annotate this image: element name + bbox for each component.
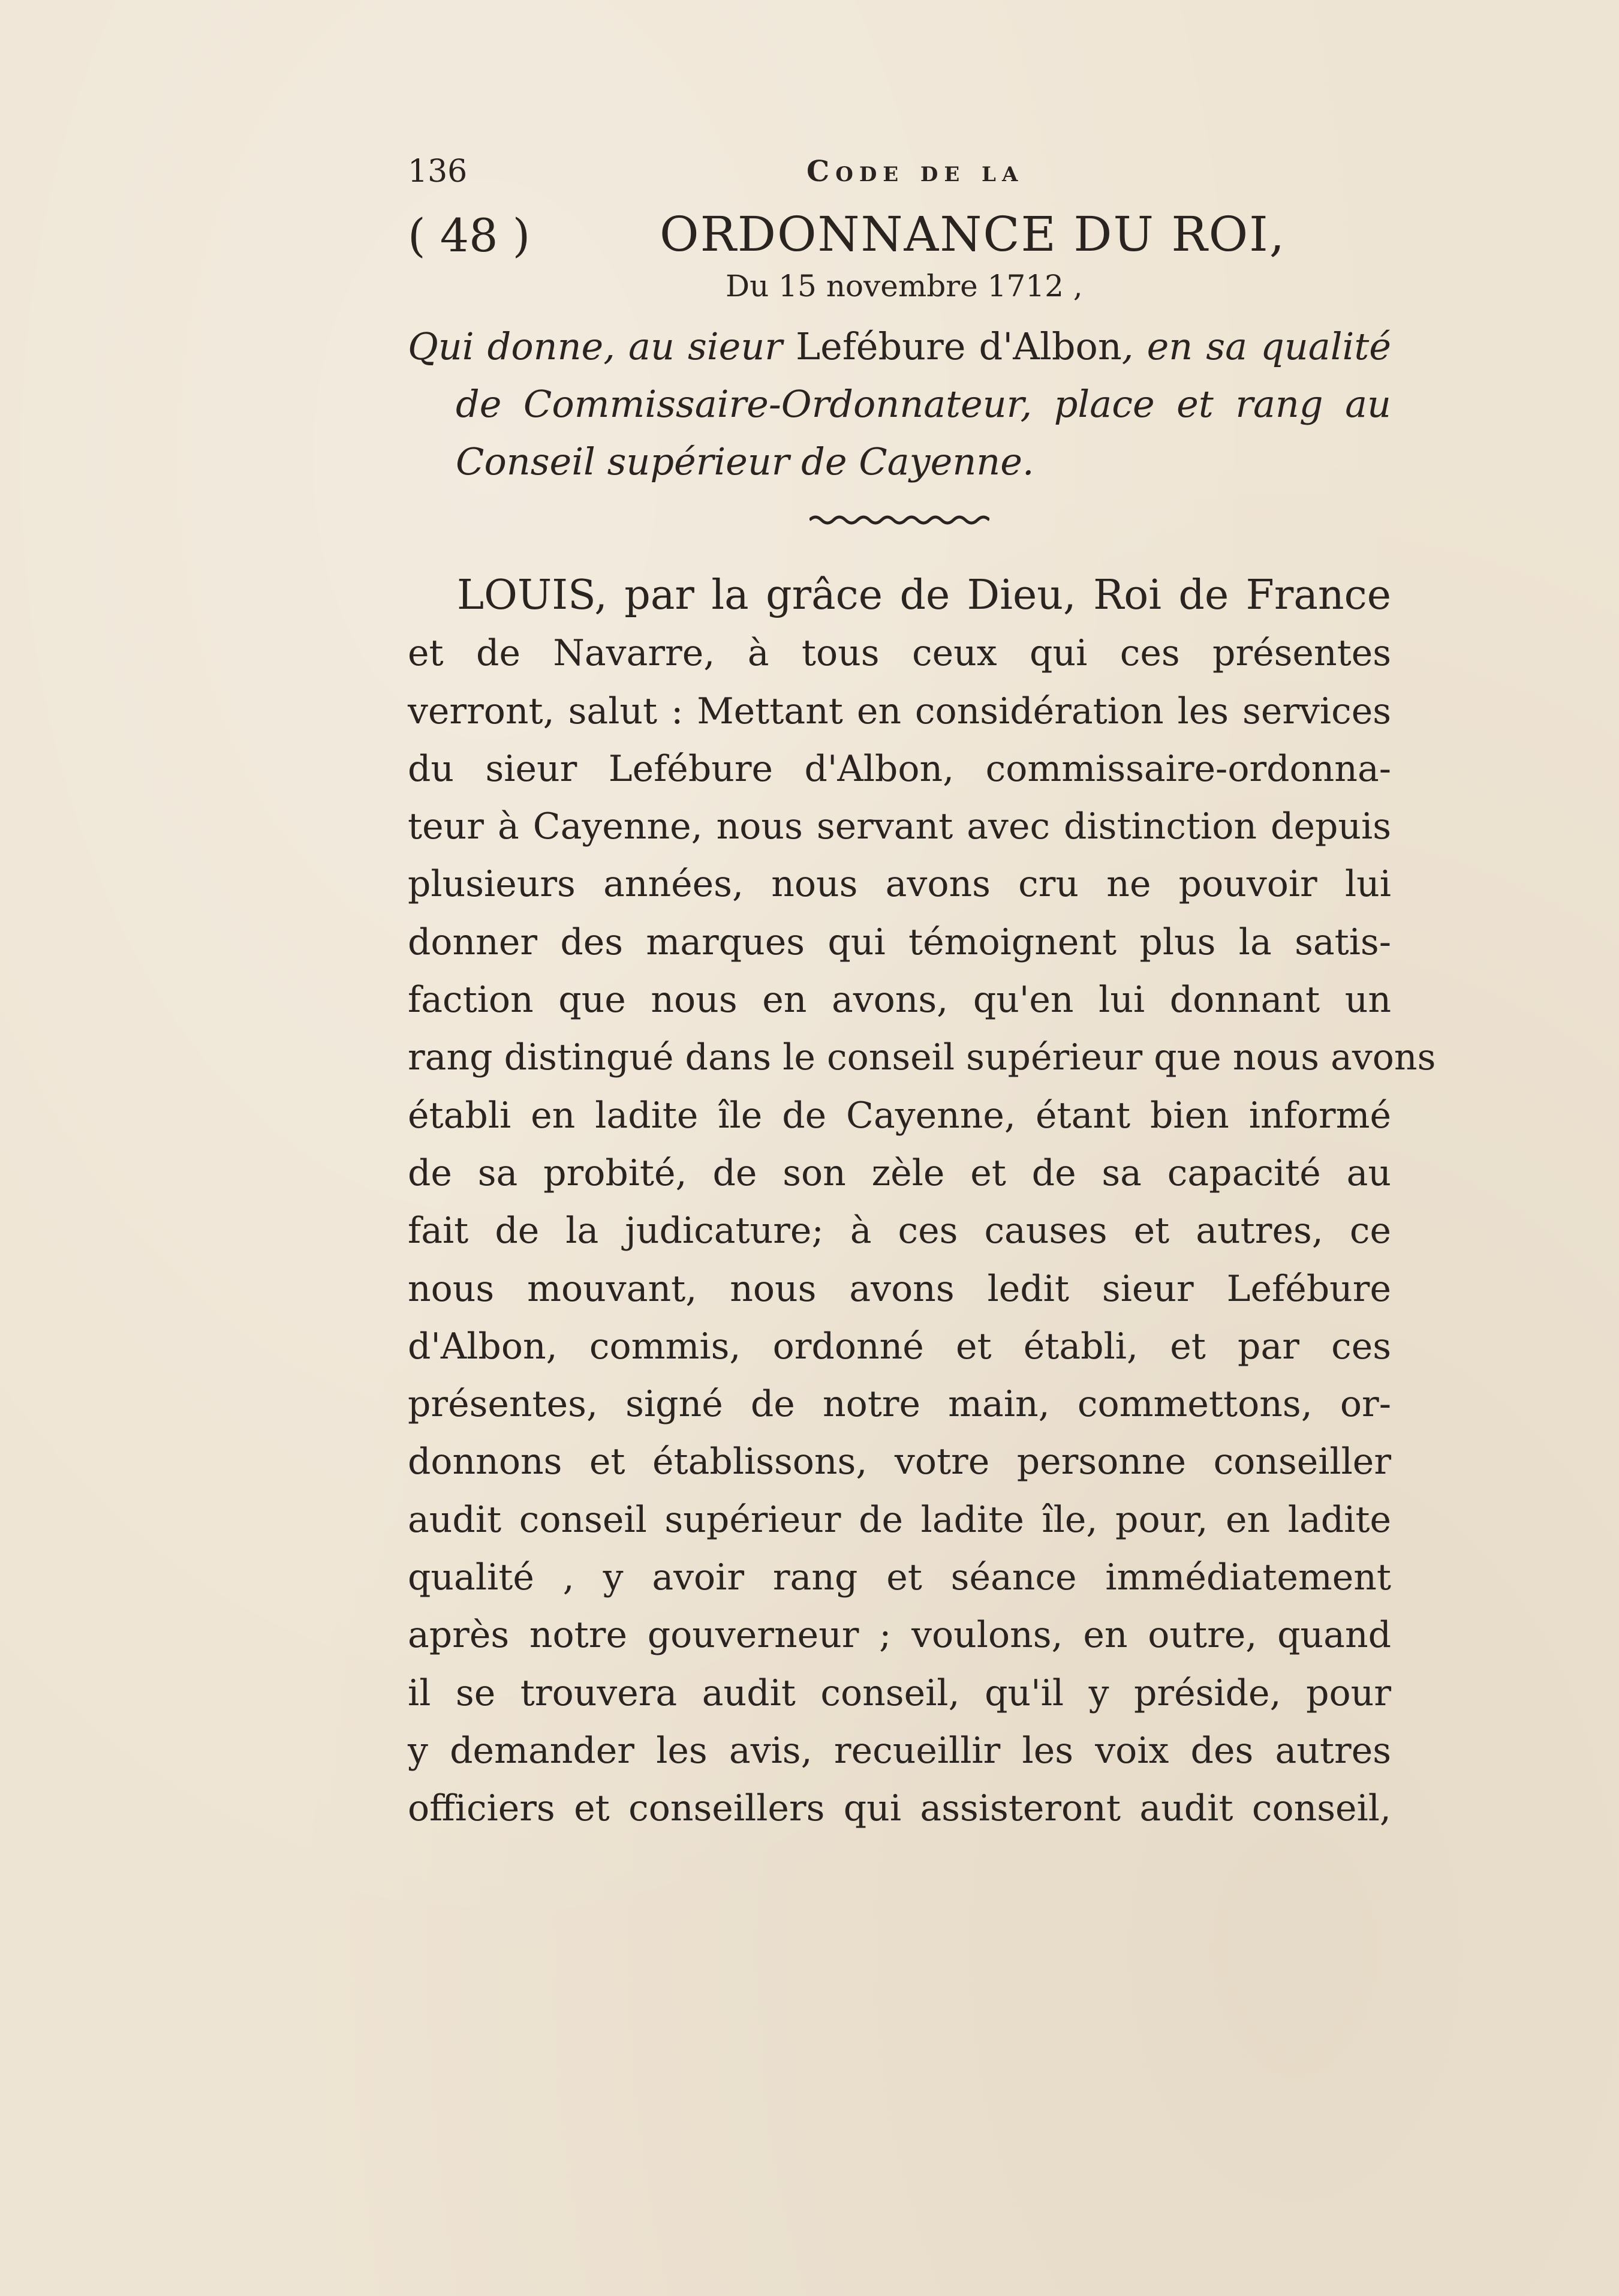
body-line: rang distingué dans le conseil supérieur que nous avons: [408, 1036, 1436, 1079]
subtitle-line-3: Conseil supérieur de Cayenne.: [456, 440, 1034, 483]
page-number: 136: [408, 154, 468, 190]
body-line: après notre gouverneur ; voulons, en outre, quand: [408, 1614, 1391, 1657]
body-line: audit conseil supérieur de ladite île, pour, en ladite: [408, 1498, 1391, 1541]
body-line: qualité , y avoir rang et séance immédiatement: [408, 1556, 1391, 1599]
subtitle-line-1-name: Lefébure d'Albon: [795, 324, 1122, 368]
subtitle-line-1: [408, 318, 1391, 375]
document-date: Du 15 novembre 1712 ,: [726, 269, 1083, 303]
subtitle-line-2: de Commissaire-Ordonnateur, place et rang au: [456, 382, 1391, 426]
body-line: officiers et conseillers qui assisteront audit conseil,: [408, 1787, 1391, 1830]
body-line: de sa probité, de son zèle et de sa capacité au: [408, 1152, 1391, 1194]
ornament-rule: [810, 513, 989, 527]
body-line: donner des marques qui témoignent plus la satis-: [408, 921, 1391, 963]
running-title: Code de la: [807, 155, 1024, 188]
body-line: du sieur Lefébure d'Albon, commissaire-ordonna-: [408, 747, 1391, 790]
body-line: nous mouvant, nous avons ledit sieur Lefébure: [408, 1267, 1391, 1310]
document-number: ( 48 ): [408, 209, 531, 262]
body-line: y demander les avis, recueillir les voix des autres: [408, 1729, 1391, 1772]
subtitle-line-1-c: , en sa qualité: [1121, 324, 1391, 368]
body-line: d'Albon, commis, ordonné et établi, et par ces: [408, 1325, 1391, 1368]
body-line: plusieurs années, nous avons cru ne pouvoir lui: [408, 863, 1391, 906]
body-line: présentes, signé de notre main, commettons, or-: [408, 1383, 1391, 1426]
body-line: faction que nous en avons, qu'en lui donnant un: [408, 979, 1391, 1021]
body-line: et de Navarre, à tous ceux qui ces présentes: [408, 632, 1391, 675]
running-head: [408, 154, 1607, 196]
body-line: fait de la judicature; à ces causes et autres, ce: [408, 1210, 1391, 1252]
body-line: donnons et établissons, votre personne conseiller: [408, 1441, 1391, 1483]
body-line: établi en ladite île de Cayenne, étant bien informé: [408, 1094, 1391, 1137]
document-title: ORDONNANCE DU ROI,: [660, 206, 1286, 262]
body-line: verront, salut : Mettant en considération les services: [408, 690, 1391, 732]
subtitle-line-1-a: Qui donne, au sieur: [408, 324, 796, 368]
body-line: LOUIS, par la grâce de Dieu, Roi de France: [457, 572, 1391, 619]
body-line: teur à Cayenne, nous servant avec distinction depuis: [408, 806, 1391, 848]
body-line: il se trouvera audit conseil, qu'il y préside, pour: [408, 1672, 1391, 1714]
document-subtitle: [408, 318, 1391, 491]
body-text: [408, 567, 1436, 1838]
